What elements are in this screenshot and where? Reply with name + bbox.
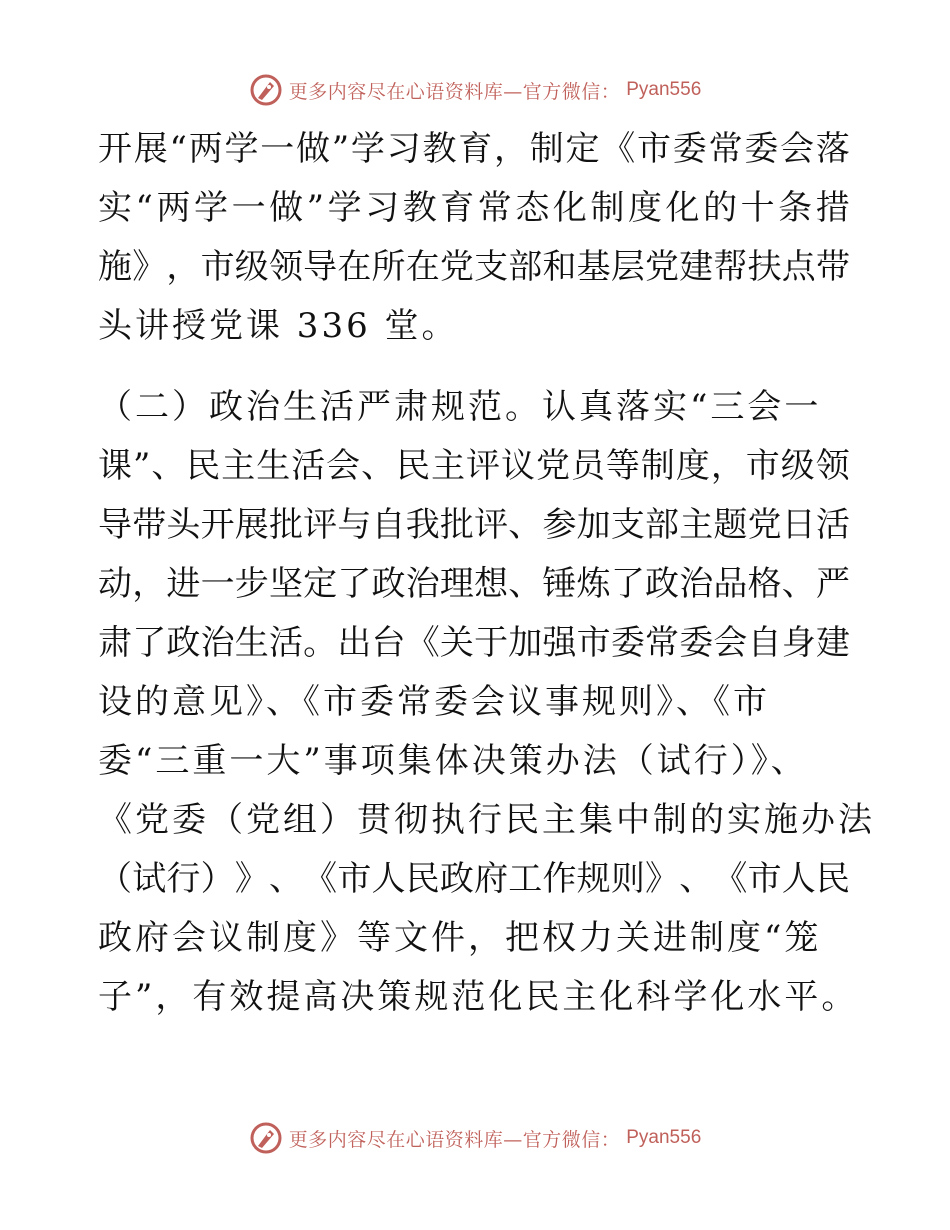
header-watermark	[0, 70, 950, 110]
watermark-text: 更多内容尽在心语资料库—官方微信：	[288, 80, 621, 103]
text-line	[98, 441, 850, 500]
line-text: 设的意见》、《市委常委会议事规则》、《市	[98, 682, 770, 722]
text-line	[98, 795, 875, 854]
line-text: 委“三重一大”事项集体决策办法（试行）》、	[98, 741, 808, 781]
line-text: 施 》 ， 市 级 领 导 在 所 在 党 支 部 和 基 层 党 建 帮 扶 点 带	[98, 247, 850, 287]
line-text: 实 “ 两 学 一 做 ” 学 习 教 育 常 态 化 制 度 化 的 十 条 措	[98, 188, 850, 228]
text-line	[98, 618, 850, 677]
text-line	[98, 500, 850, 559]
document-body	[98, 124, 875, 1031]
paragraph-2	[98, 382, 875, 1031]
text-line	[98, 913, 850, 972]
line-text: 导 带 头 开 展 批 评 与 自 我 批 评 、 参 加 支 部 主 题 党 日 活	[98, 505, 850, 545]
line-text: 肃 了 政 治 生 活 。 出 台 《 关 于 加 强 市 委 常 委 会 自 身 建	[98, 623, 850, 663]
text-line	[98, 559, 850, 618]
paragraph-1	[98, 124, 850, 360]
text-line	[98, 854, 850, 913]
text-line	[98, 124, 850, 183]
line-text: 课 ” 、 民 主 生 活 会 、 民 主 评 议 党 员 等 制 度 ， 市 级 领	[98, 446, 850, 486]
line-text: 开 展 “ 两 学 一 做 ” 学 习 教 育 ， 制 定 《 市 委 常 委 会 落	[98, 129, 850, 169]
line-text: 《党委（党组）贯彻执行民主集中制的实施办法	[98, 800, 875, 840]
line-text: 头讲授党课 336 堂。	[98, 306, 459, 346]
line-text: 政府会议制度》等文件，把权力关进制度“笼	[98, 918, 822, 958]
text-line	[98, 242, 850, 301]
text-line	[98, 736, 850, 795]
line-text: 动 ， 进 一 步 坚 定 了 政 治 理 想 、 锤 炼 了 政 治 品 格 、 严	[98, 564, 850, 604]
footer-watermark	[0, 1118, 950, 1158]
text-line	[98, 972, 859, 1031]
pen-nib-logo-icon	[249, 1121, 283, 1155]
watermark-text: 更多内容尽在心语资料库—官方微信：	[288, 1128, 621, 1151]
watermark-wechat-id: Pyan556	[626, 79, 702, 100]
text-line	[98, 301, 850, 360]
line-text: （ 试 行 ） 》 、 《 市 人 民 政 府 工 作 规 则 》 、 《 市 人 民	[98, 859, 850, 899]
text-line	[98, 382, 850, 441]
text-line	[98, 677, 850, 736]
line-text: 子”，有效提高决策规范化民主化科学化水平。	[98, 977, 859, 1017]
line-text: （二）政治生活严肃规范。认真落实“三会一	[98, 387, 822, 427]
text-line	[98, 183, 850, 242]
pen-nib-logo-icon	[249, 73, 283, 107]
watermark-wechat-id: Pyan556	[626, 1127, 702, 1148]
